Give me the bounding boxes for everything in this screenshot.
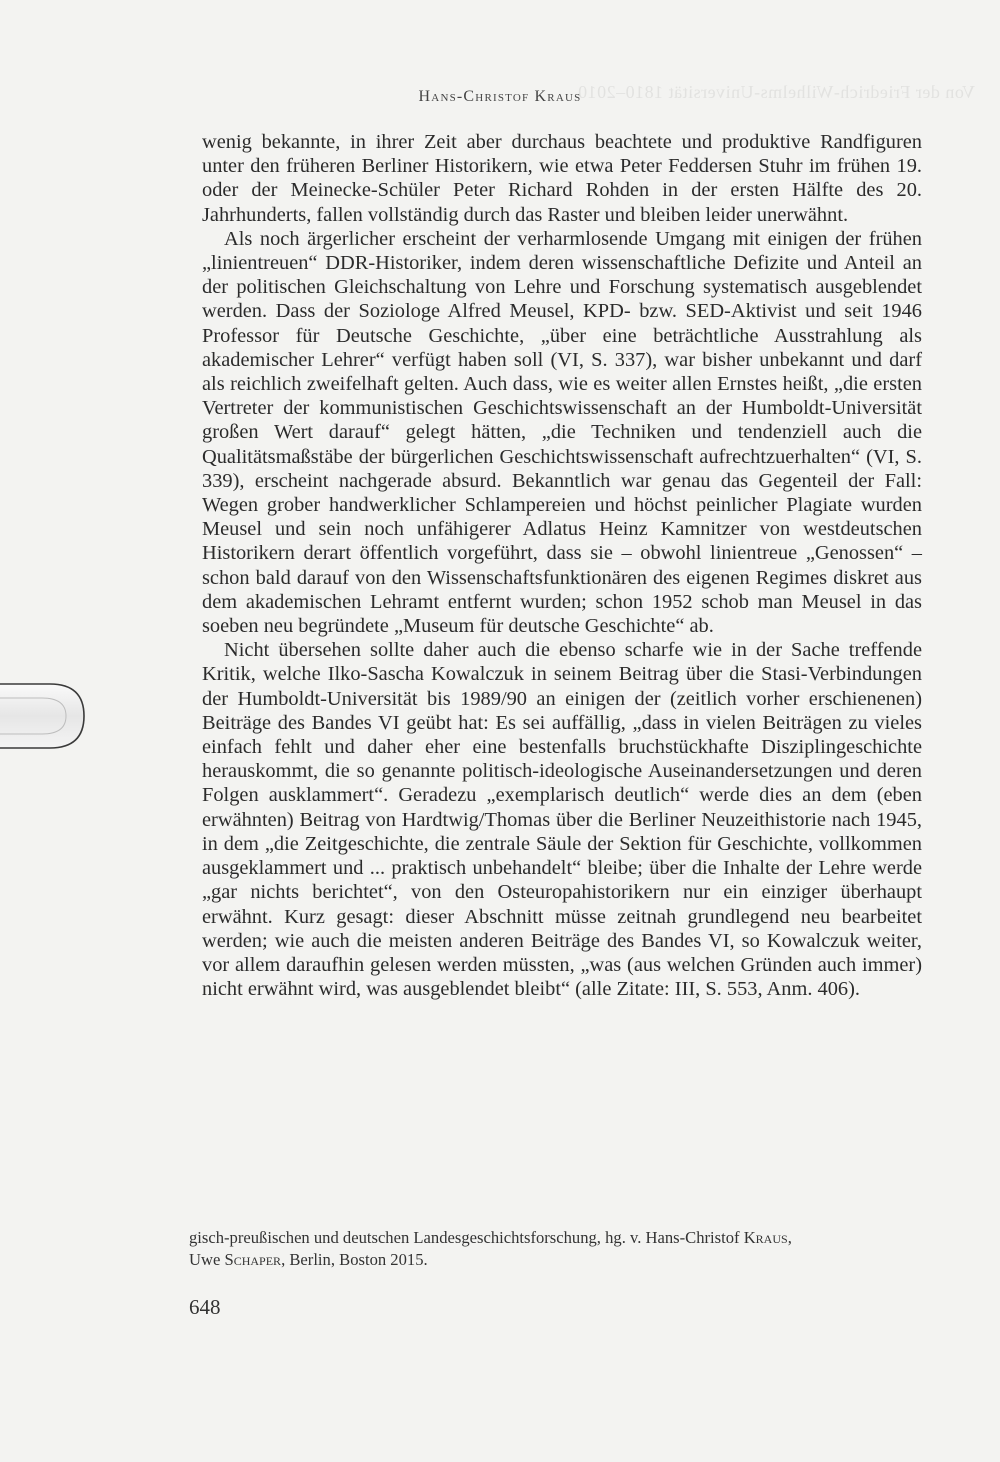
bleed-through-text: Von der Friedrich-Wilhelms-Universität 1810–2010 [577,82,975,102]
footnote-text-3: Uwe [189,1250,225,1269]
footnote-author-2: Schaper [224,1250,282,1269]
body-text [202,130,922,1001]
footnote-text-4: , Berlin, Boston 2015. [281,1250,428,1269]
page-clip-icon [0,676,92,756]
page-number: 648 [189,1295,221,1319]
paragraph-2: Als noch ärgerlicher erscheint der verharmlosende Umgang mit einigen der frühen „linientreuen“ DDR-Historiker, indem deren wissenschaftliche Defizite und Anteil an der politischen Gleichschaltung von Lehre und Forschung systematisch ausgeblendet werden. Dass der Soziologe Alfred Meusel, KPD- bzw. SED-Aktivist und seit 1946 Professor für Deutsche Geschichte, „über eine beträchtliche Ausstrahlung als akademischer Lehrer“ verfügt haben soll (VI, S. 337), war bisher unbekannt und darf als reichlich zweifelhaft gelten. Auch dass, wie es weiter allen Ernstes heißt, „die ersten Vertreter der kommunistischen Geschichtswissenschaft an der Humboldt-Universität großen Wert darauf“ gelegt hätten, „die Techniken und tendenziell auch die Qualitätsmaßstäbe der bürgerlichen Geschichtswissenschaft aufrechtzuerhalten“ (VI, S. 339), erscheint nachgerade absurd. Bekanntlich war genau das Gegenteil der Fall: Wegen grober handwerklicher Schlampereien und höchst peinlicher Plagiate wurden Meusel und sein noch unfähigerer Adlatus Heinz Kamnitzer von westdeutschen Historikern derart öffentlich vorgeführt, dass sie – obwohl linientreue „Genossen“ – schon bald darauf von den Wissenschaftsfunktionären des eigenen Regimes diskret aus dem akademischen Lehramt entfernt wurden; schon 1952 schob man Meusel in das soeben neu begründete „Museum für deutsche Geschichte“ ab. [202,227,922,638]
footnote-text-2: , [787,1228,792,1247]
paragraph-1: wenig bekannte, in ihrer Zeit aber durchaus beachtete und produktive Randfiguren unter den früheren Berliner Historikern, wie etwa Peter Feddersen Stuhr im frühen 19. oder der Meinecke-Schüler Peter Richard Rohden in der ersten Hälfte des 20. Jahrhunderts, fallen vollständig durch das Raster und bleiben leider unerwähnt. [202,131,922,226]
running-head: Hans-Christof Kraus [418,88,582,105]
footnote [189,1227,924,1271]
paragraph-3: Nicht übersehen sollte daher auch die ebenso scharfe wie in der Sache treffende Kritik, welche Ilko-Sascha Kowalczuk in seinem Beitrag über die Stasi-Verbindungen der Humboldt-Universität bis 1989/90 an einigen der (zeitlich vorher erschienenen) Beiträge des Bandes VI geübt hat: Es sei auffällig, „dass in vielen Beiträgen zu vieles einfach fehlt und daher eher eine bestenfalls bruchstückhafte Disziplingeschichte herauskommt, die so genannte politisch-ideologische Auseinandersetzungen und deren Folgen ausklammert“. Geradezu „exemplarisch deutlich“ werde dies an dem (eben erwähnten) Beitrag von Hardtwig/Thomas über die Berliner Neuzeithistorie nach 1945, in dem „die Zeitgeschichte, die zentrale Säule der Sektion für Geschichte, vollkommen ausgeklammert und ... praktisch unbehandelt“ bleibe; über die Inhalte der Lehre werde „gar nichts berichtet“, von den Osteuropahistorikern nur ein einziger überhaupt erwähnt. Kurz gesagt: dieser Abschnitt müsse zeitnah grundlegend neu bearbeitet werden; wie auch die meisten anderen Beiträge des Bandes VI, so Kowalczuk weiter, vor allem daraufhin gelesen werden müssten, „was (aus welchen Gründen auch immer) nicht erwähnt wird, was ausgeblendet bleibt“ (alle Zitate: III, S. 553, Anm. 406). [202,639,922,1001]
footnote-text-1: gisch-preußischen und deutschen Landesgeschichtsforschung, hg. v. Hans-Christof [189,1228,744,1247]
footnote-author-1: Kraus [743,1228,788,1247]
